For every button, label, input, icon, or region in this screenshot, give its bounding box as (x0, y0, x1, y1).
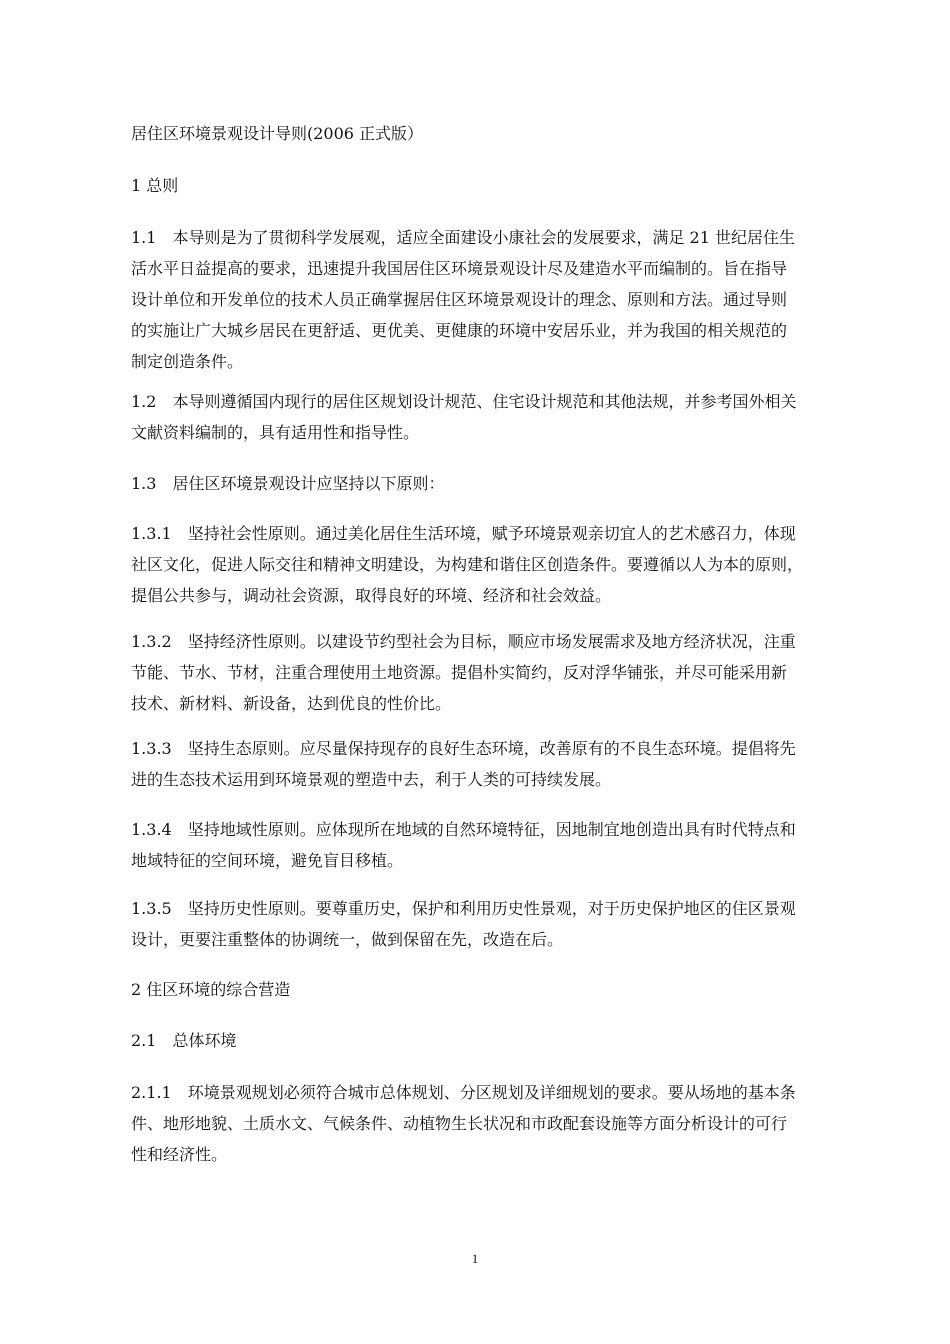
paragraph-line: 性和经济性。 (131, 1145, 228, 1164)
paragraph-1-3-4 (131, 814, 821, 876)
paragraph-line: 地域特征的空间环境，避免盲目移植。 (131, 851, 404, 870)
paragraph-1-3-1 (131, 518, 821, 611)
paragraph-line: 1.3.4 坚持地域性原则。应体现所在地域的自然环境特征，因地制宜地创造出具有时代特点和 (131, 820, 796, 839)
paragraph-1-3-5 (131, 893, 821, 955)
paragraph-2-1-1 (131, 1077, 821, 1170)
paragraph-line: 1.2 本导则遵循国内现行的居住区规划设计规范、住宅设计规范和其他法规，并参考国外相关 (131, 392, 797, 411)
paragraph-1-3-3 (131, 733, 821, 795)
paragraph-1-1 (131, 222, 821, 377)
paragraph-1-3 (131, 468, 821, 499)
document-title (131, 118, 821, 149)
paragraph-line: 活水平日益提高的要求，迅速提升我国居住区环境景观设计尽及建造水平而编制的。旨在指导 (131, 259, 788, 278)
paragraph-line: 1.3.2 坚持经济性原则。以建设节约型社会为目标，顺应市场发展需求及地方经济状况，注重 (131, 632, 796, 651)
paragraph-line: 文献资料编制的，具有适用性和指导性。 (131, 423, 420, 442)
paragraph-line: 件、地形地貌、土质水文、气候条件、动植物生长状况和市政配套设施等方面分析设计的可行 (131, 1114, 788, 1133)
section-heading-2 (131, 974, 821, 1005)
section-heading-text: 2 住区环境的综合营造 (131, 980, 291, 999)
paragraph-line: 节能、节水、节材，注重合理使用土地资源。提倡朴实简约，反对浮华铺张，并尽可能采用新 (131, 663, 788, 682)
paragraph-line: 1.3.1 坚持社会性原则。通过美化居住生活环境，赋予环境景观亲切宜人的艺术感召力，体现 (131, 524, 796, 543)
section-heading-text: 1 总则 (131, 176, 179, 195)
paragraph-line: 1.3.3 坚持生态原则。应尽量保持现存的良好生态环境，改善原有的不良生态环境。提倡将先 (131, 739, 796, 758)
paragraph-line: 社区文化，促进人际交往和精神文明建设，为构建和谐住区创造条件。要遵循以人为本的原则， (131, 555, 804, 574)
paragraph-line: 1.3.5 坚持历史性原则。要尊重历史，保护和利用历史性景观，对于历史保护地区的住区景观 (131, 899, 796, 918)
paragraph-line: 1.3 居住区环境景观设计应坚持以下原则： (131, 474, 445, 493)
paragraph-line: 进的生态技术运用到环境景观的塑造中去，利于人类的可持续发展。 (131, 770, 612, 789)
section-heading-1 (131, 170, 821, 201)
paragraph-line: 1.1 本导则是为了贯彻科学发展观，适应全面建设小康社会的发展要求，满足 21 世纪居住生 (131, 228, 795, 247)
paragraph-line: 2.1.1 环境景观规划必须符合城市总体规划、分区规划及详细规划的要求。要从场地的基本条 (131, 1083, 796, 1102)
paragraph-line: 2.1 总体环境 (131, 1031, 237, 1050)
page-number: 1 (471, 1251, 479, 1266)
paragraph-line: 设计单位和开发单位的技术人员正确掌握居住区环境景观设计的理念、原则和方法。通过导则 (131, 290, 788, 309)
paragraph-line: 制定创造条件。 (131, 352, 244, 371)
paragraph-line: 设计，更要注重整体的协调统一，做到保留在先，改造在后。 (131, 930, 564, 949)
paragraph-line: 提倡公共参与，调动社会资源，取得良好的环境、经济和社会效益。 (131, 586, 612, 605)
paragraph-1-3-2 (131, 626, 821, 719)
paragraph-2-1 (131, 1025, 821, 1056)
paragraph-line: 的实施让广大城乡居民在更舒适、更优美、更健康的环境中安居乐业，并为我国的相关规范的 (131, 321, 788, 340)
paragraph-line: 技术、新材料、新设备，达到优良的性价比。 (131, 694, 452, 713)
title-text: 居住区环境景观设计导则(2006 正式版） (131, 124, 424, 143)
paragraph-1-2 (131, 386, 821, 448)
